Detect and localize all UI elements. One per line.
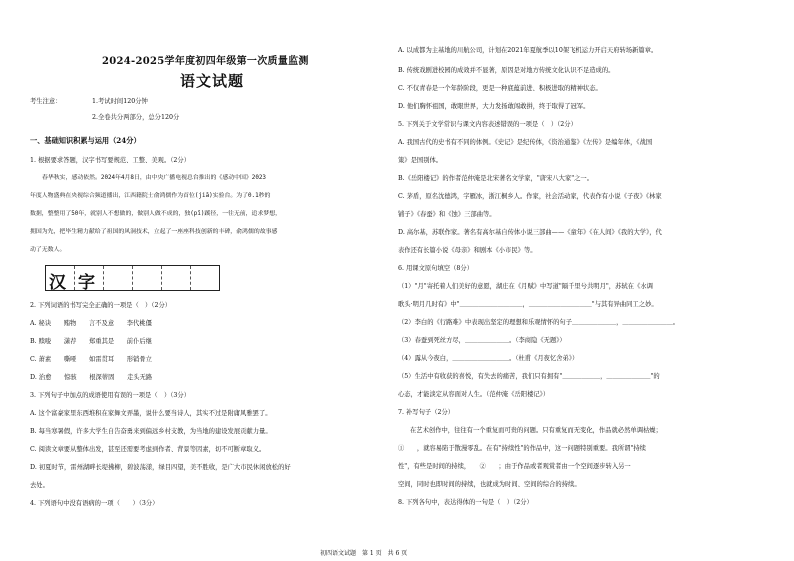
q3-option-d-cont: 去处。 [30,482,49,489]
q5-stem: 5. 下列关于文学常识与课文内容表述错误的一项是（ ）（2分） [398,121,577,128]
q5-option-d: D. 高尔基，苏联作家。著名有高尔基自传体小说三部曲——《童年》《在人间》《我的大学》，代 [398,229,662,236]
q2-option-a: A. 秘诀 贿物 言不及意 李代桃僵 [30,320,152,327]
q6-item: 心态，才能淡定从容面对人生。（范仲淹《岳阳楼记》） [398,391,550,398]
grid-cell[interactable] [191,266,219,290]
q1-passage-line: 动了无数人。 [30,247,66,253]
q4-option-d: D. 他们胸怀祖国，敢眼世界，大力发扬敢闯敢拼，终于取得了冠军。 [398,103,590,110]
q2-option-d: D. 治愈 惊骇 根深蒂固 走头无路 [30,374,153,381]
exam-title: 2024-2025学年度初四年级第一次质量监测 [102,56,309,67]
q1-passage-line: 拥国为先，把毕生精力献给了祖国的风洞技术，立起了一座座科技创新的丰碑，俞鸿儒的故事感 [30,229,278,235]
q6-item: （5）生活中有收获的喜悦，有失去的痛苦，我们只有拥有"＿＿＿＿＿＿，＿＿＿＿＿＿＿"的 [398,373,660,380]
q5-option-c-cont: 铺子》《春蚕》和《蚀》三部曲等。 [398,211,496,218]
q4-stem: 4. 下列语句中没有语病的一项（ ）（3分） [30,500,159,507]
q1-stem: 1. 根据要求答题，汉字书写要规范、工整、美观。（2分） [30,157,190,164]
q3-option-a: A. 这个富豪家里东西堆积在家舞文弄墨，说什么要当诗人，其实不过是附庸风雅罢了。 [30,410,272,417]
grid-char: 汉 [49,273,66,293]
q3-option-d: D. 初夏时节，雷州湖畔长堤拂柳，碧波荡漾，绿目四望，美不胜收，是广大市民休闲放松的好 [30,464,291,471]
grid-cell[interactable] [104,266,133,290]
q7-passage-line: 性"，有些是时间的持续， ② ；由于作品或者观赏者由一个空间逐步转入另一 [398,463,631,470]
section-heading: 一、基础知识积累与运用（24分） [30,136,141,145]
q6-item: （1）"月"寄托着人们美好的意愿，湖庄在《月赋》中写道"隔千里兮共明月"，苏轼在《水调 [398,283,653,290]
q6-item: （4）露从今夜白，＿＿＿＿＿＿＿＿＿。（杜甫《月夜忆舍弟》） [398,355,579,362]
q7-passage-line: 在艺术创作中，往往有一个重复而可贵的问题。只有重复而无变化，作品就必然单调枯燥； [410,427,662,434]
q5-option-a-cont: 策》是国别体。 [398,157,443,164]
q5-option-b: B.《岳阳楼记》的作者范仲淹是北宋著名文学家，"唐宋八大家"之一。 [398,175,594,182]
handwriting-grid[interactable] [45,265,220,291]
q5-option-d-cont: 表作还有长篇小说《母亲》和剧本《小市民》等。 [398,247,537,254]
q6-item: （3）春蚕到死丝方尽，＿＿＿＿＿＿＿。（李商隐《无题》） [398,337,566,344]
q3-stem: 3. 下列句子中加点的成语使用有误的一项是（ ）（3分） [30,392,190,399]
q3-option-b: B. 每当寒暑假，许多大学生自告奋勇来到偏远乡村支教，为当地的建设发展贡献力量。 [30,428,272,435]
page-footer: 初四语文试题 第 1 页 共 6 页 [320,550,408,557]
q6-item: 歌头·明月几时有》中"＿＿＿＿＿＿＿＿＿＿，＿＿＿＿＿＿＿＿＿＿"与其有异曲同工之妙。 [398,301,658,308]
q4-option-b: B. 传统戏剧进校园的成效并不显著，原因是对地方传统文化认识不足造成的。 [398,67,615,74]
q1-passage-line: 春华秋实，感动依然。2024年4月8日，由中央广播电视总台推出的《感动中国》2023 [42,175,266,181]
grid-char: 字 [78,273,95,293]
q4-option-c: C. 不仅青春是一个年龄阶段，更是一种底蕴前进、积极进取的精神状态。 [398,85,602,92]
grid-cell[interactable] [75,266,104,293]
q7-passage-line: 空间，同时也即时间的持续，也就成为时间、空间的综合的持续。 [398,481,581,488]
q2-option-c: C. 萧素 嘶哑 如雷贯耳 形销骨立 [30,356,152,363]
notes-item-2: 2.全卷共分两部分，总分120分 [92,114,180,121]
q7-stem: 7. 补写句子（2分） [398,409,455,416]
notes-item-1: 1.考试时间120分钟 [92,98,148,105]
grid-cell[interactable] [162,266,191,290]
q2-stem: 2. 下列词语的书写完全正确的一项是（ ）（2分） [30,302,172,309]
q3-option-c: C. 阅读文章要从整体出发，甚至还需要考虑到作者、背景等因素，切不可断章取义。 [30,446,266,453]
q1-passage-line: 年度人物盛典在央视综合频道播出，江西籍院士俞鸿儒作为首位(jiā)实验台。为了0.1秒的 [30,193,271,199]
q6-stem: 6. 用课文原句填空（8分） [398,265,473,272]
notes-label: 考生注意： [30,98,62,105]
q5-option-c: C. 茅盾，原名沈德鸿，字雁冰，浙江桐乡人。作家，社会活动家，代表作有小说《子夜》《林家 [398,193,662,200]
q5-option-a: A. 我国古代的史书有不同的体例。《史记》是纪传体，《资治通鉴》《左传》是编年体，《战国 [398,139,653,146]
q2-option-b: B. 赎唆 潇荐 郑重其是 前仆后继 [30,338,152,345]
grid-cell[interactable] [46,266,75,293]
q4-option-a: A. 以成都为主基地的川航公司，计划在2021年夏航季以10架飞机运力开启天府转场新篇章。 [398,47,658,54]
subject-title: 语文试题 [180,72,245,90]
q7-passage-line: ① ，就容易陷于散漫零乱。在有"持续性"的作品中，这一问题特别重要。我所谓"持续 [398,445,646,452]
grid-cell[interactable] [133,266,162,290]
q1-passage-line: 数据，整整用了50年，就别人不想做的，做别人做不成的，独(pī)蹊径，一往无前，追求梦想， [30,211,282,217]
q8-stem: 8. 下列各句中，表达得体的一句是（ ）（2分） [398,499,533,506]
q6-item: （2）李白的《行路难》中表现出坚定的理想和乐观情怀的句子＿＿＿＿＿＿＿，＿＿＿＿＿＿＿＿。 [398,319,680,326]
